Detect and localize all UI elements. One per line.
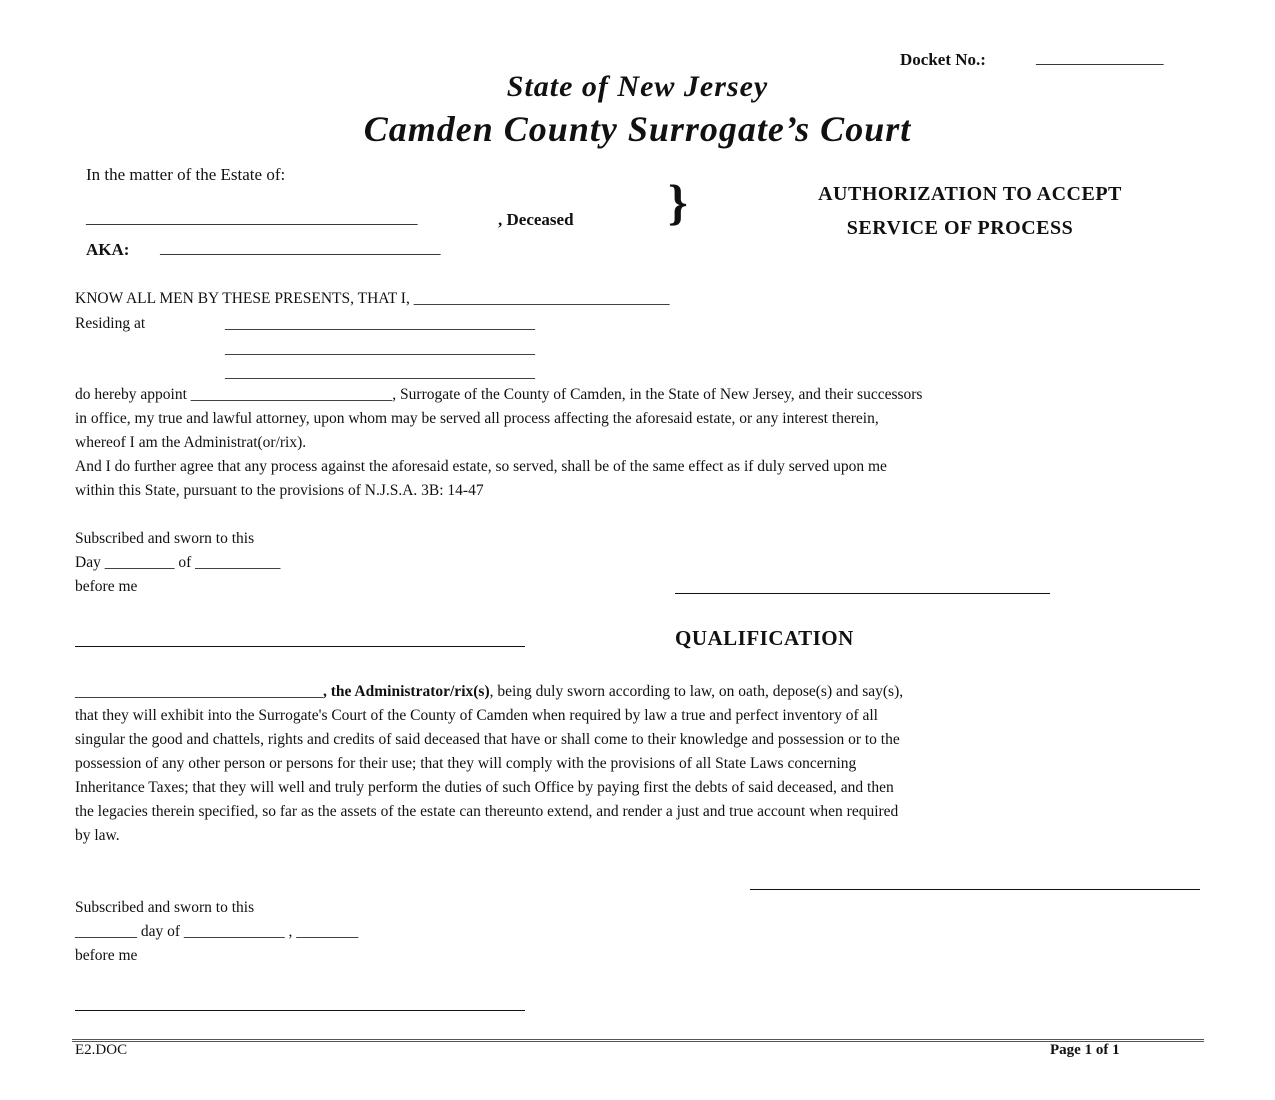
court-title: Camden County Surrogate’s Court — [363, 109, 912, 149]
authorization-paragraph — [75, 383, 1200, 503]
deceased-label: , Deceased — [498, 210, 574, 229]
estate-matter-label: In the matter of the Estate of: — [86, 165, 286, 184]
qualification-title: QUALIFICATION — [675, 626, 854, 650]
authorization-line: in office, my true and lawful attorney, upon whom may be served all process affecting the aforesaid estate, or any interest therein, — [75, 410, 879, 427]
footer-doc-id: E2.DOC — [75, 1042, 128, 1058]
aka-label: AKA: — [86, 240, 130, 259]
qualification-line: possession of any other person or persons for their use; that they will comply with the provisions of all State Laws concerning — [75, 755, 857, 772]
footer-rule — [72, 1039, 1204, 1042]
administrator-name-field[interactable]: ________________________________ — [75, 683, 323, 700]
notary-signature-line-1[interactable] — [75, 646, 525, 647]
sworn-2-before-me: before me — [75, 947, 138, 964]
address-field-1[interactable]: ________________________________________ — [225, 315, 535, 332]
footer-page-number: Page 1 of 1 — [1050, 1042, 1120, 1058]
qualification-first-rest: , being duly sworn according to law, on oath, depose(s) and say(s), — [489, 683, 904, 700]
qualification-line: by law. — [75, 827, 120, 844]
notary-signature-line-2[interactable] — [75, 1010, 525, 1011]
authorization-line: And I do further agree that any process against the aforesaid estate, so served, shall be of the same effect as if duly served upon me — [75, 458, 887, 475]
administrator-label: , the Administrator/rix(s) — [323, 683, 490, 700]
brace: } — [668, 174, 688, 230]
administrator-signature-line[interactable] — [750, 889, 1200, 890]
know-all-men-line: KNOW ALL MEN BY THESE PRESENTS, THAT I, _________________________________ — [75, 290, 670, 307]
sworn-2-date-fields[interactable]: ________ day of _____________ , ________ — [75, 923, 359, 940]
authorization-line: do hereby appoint __________________________, Surrogate of the County of Camden, in the State of New Jersey, and their successors — [75, 386, 923, 403]
form-title-line2: SERVICE OF PROCESS — [846, 217, 1074, 239]
qualification-line: the legacies therein specified, so far as the assets of the estate can thereunto extend, and render a just and true account when required — [75, 803, 899, 820]
qualification-line: singular the good and chattels, rights and credits of said deceased that have or shall come to their knowledge and possession or to the — [75, 731, 900, 748]
state-title: State of New Jersey — [506, 70, 769, 103]
qualification-first-line — [75, 680, 1200, 704]
authorization-line: within this State, pursuant to the provisions of N.J.S.A. 3B: 14-47 — [75, 482, 484, 499]
address-field-3[interactable]: ________________________________________ — [225, 364, 535, 381]
aka-name-field[interactable]: _________________________________ — [160, 238, 441, 257]
docket-label: Docket No.: — [900, 50, 986, 69]
sworn-1-line1: Subscribed and sworn to this — [75, 530, 255, 547]
sworn-1-before-me: before me — [75, 578, 138, 595]
form-title-line1: AUTHORIZATION TO ACCEPT — [818, 183, 1122, 205]
applicant-signature-line[interactable] — [675, 593, 1050, 594]
address-field-2[interactable]: ________________________________________ — [225, 340, 535, 357]
residing-label: Residing at — [75, 315, 146, 332]
qualification-paragraph — [75, 680, 1200, 848]
qualification-line: that they will exhibit into the Surrogate's Court of the County of Camden when required by law a true and perfect inventory of all — [75, 707, 878, 724]
authorization-line: whereof I am the Administrat(or/rix). — [75, 434, 307, 451]
qualification-line: Inheritance Taxes; that they will well and truly perform the duties of such Office by paying first the debts of said deceased, and then — [75, 779, 894, 796]
sworn-1-date-fields[interactable]: Day _________ of ___________ — [75, 554, 281, 571]
docket-number-field[interactable]: _______________ — [1036, 48, 1164, 67]
sworn-2-line1: Subscribed and sworn to this — [75, 899, 255, 916]
deceased-name-field[interactable]: _______________________________________ — [86, 208, 418, 227]
